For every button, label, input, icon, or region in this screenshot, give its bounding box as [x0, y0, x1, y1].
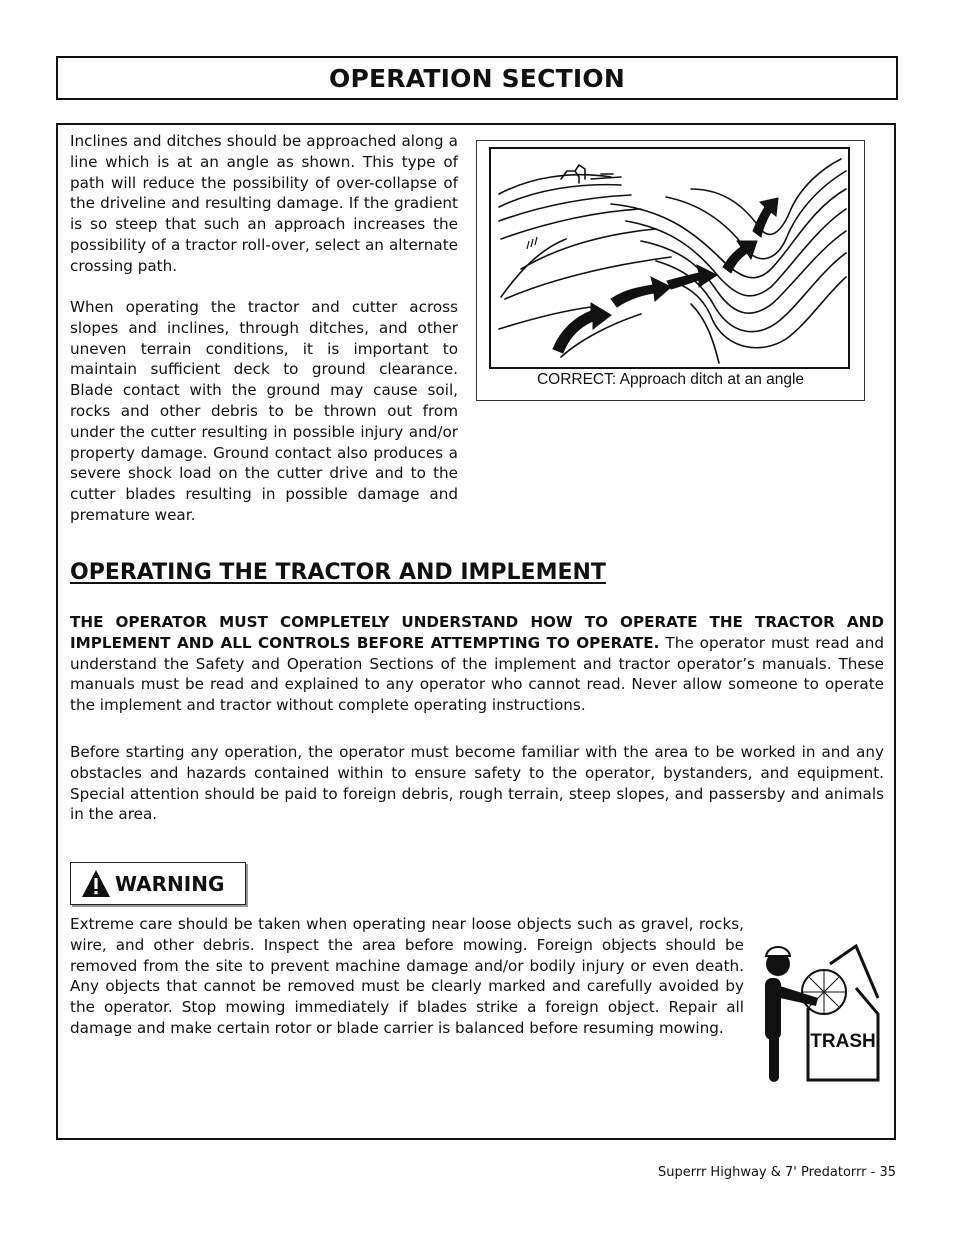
- warning-label-box: [70, 862, 246, 905]
- operator-instruction-emphasis: THE OPERATOR MUST COMPLETELY UNDERSTAND HOW TO OPERATE THE TRACTOR AND IMPLEMENT AND ALL CONTROLS BEFORE ATTEMPTING TO OPERATE.: [70, 613, 884, 652]
- page-title: OPERATION SECTION: [329, 63, 625, 93]
- ditch-terrain-icon: [491, 149, 848, 367]
- warning-label: WARNING: [115, 871, 225, 896]
- ditch-approach-figure: [476, 140, 865, 401]
- page-title-box: [56, 56, 898, 100]
- section-paragraph-2: Before starting any operation, the operator must become familiar with the area to be worked in and any obstacles and hazards contained within to ensure safety to the operator, bystanders, and equipment. Special attention should be paid to foreign debris, rough terrain, steep slopes, and passersby and animals in the area.: [70, 743, 884, 824]
- intro-paragraph-1: Inclines and ditches should be approached along a line which is at an angle as shown. This type of path will reduce the possibility of over-collapse of the driveline and resulting damage. If the gradient is so steep that such an approach increases the possibility of a tractor roll-over, select an alternate crossing path.: [70, 132, 458, 275]
- warning-text: Extreme care should be taken when operating near loose objects such as gravel, rocks, wire, and other debris. Inspect the area before mowing. Foreign objects should be removed from the site to prevent machine damage and/or bodily injury or even death. Any objects that cannot be removed must be clearly marked and carefully avoided by the operator. Stop mowing immediately if blades strike a foreign object. Repair all damage and make certain rotor or blade carrier is balanced before resuming mowing.: [70, 915, 744, 1037]
- section-heading: OPERATING THE TRACTOR AND IMPLEMENT: [70, 560, 606, 585]
- intro-paragraph-2: When operating the tractor and cutter across slopes and inclines, through ditches, and other uneven terrain conditions, it is important to maintain sufficient deck to ground clearance. Blade contact with the ground may cause soil, rocks and other debris to be thrown out from under the cutter resulting in possible injury and/or property damage. Ground contact also produces a severe shock load on the cutter drive and to the cutter blades resulting in possible damage and premature wear.: [70, 298, 458, 524]
- trash-disposal-icon: [760, 938, 882, 1084]
- section-paragraph-1: [70, 612, 884, 716]
- page-footer: Superrr Highway & 7' Predatorrr - 35: [657, 1165, 896, 1180]
- trash-bin-label: TRASH: [810, 1031, 876, 1052]
- warning-triangle-icon: [81, 869, 111, 899]
- figure-caption: CORRECT: Approach ditch at an angle: [536, 371, 805, 388]
- operator-instruction-text: The operator must read and understand the Safety and Operation Sections of the implement and tractor operator’s manuals. These manuals must be read and explained to any operator who cannot read. Never allow someone to operate the implement and tractor without complete operating instructions.: [70, 633, 885, 715]
- ditch-illustration: [489, 147, 850, 369]
